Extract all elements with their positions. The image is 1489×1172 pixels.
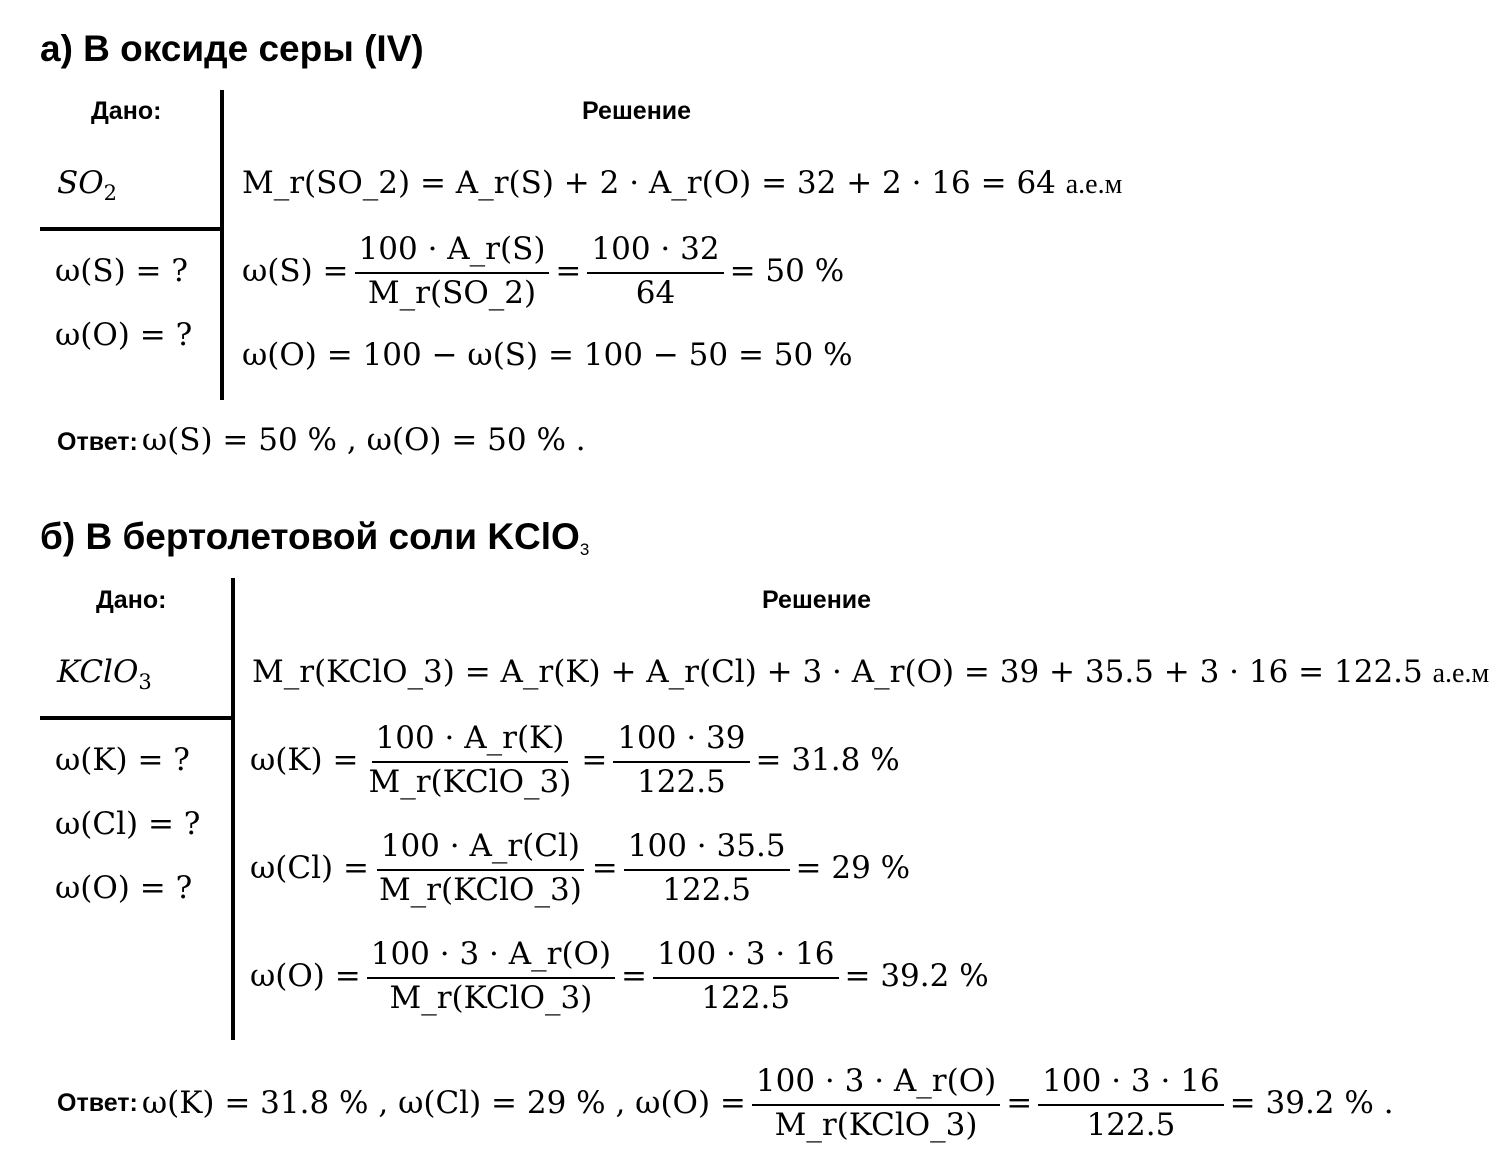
fraction: $\frac{100 \cdot A\_r(Cl)}{\text{M\_r(KClO\_3)}}$: [375, 827, 586, 910]
equation-omega-k: ω(K) = $\frac{100 \cdot A\_r(K)}{\text{M\_r(KClO\_3)}}$ = $\frac{100 \cdot 39}{122.5}$ = 31.8 %: [250, 719, 900, 802]
heading-a: а) В оксиде серы (IV): [40, 28, 424, 69]
equation-molar-mass-b: M_r(KClO_3) = A_r(K) + A_r(Cl) + 3 · A_r(O) = 39 + 35.5 + 3 · 16 = 122.5 а.е.м: [252, 654, 1489, 690]
given-formula-b: KClO$_3$: [57, 654, 152, 694]
vertical-divider-a: [220, 90, 224, 400]
solution-label-b: Решение: [762, 586, 872, 614]
answer-fraction-numeric: $\frac{100 \cdot 3 \cdot 16}{122.5}$: [1038, 1062, 1223, 1145]
find-b-o: ω(O) = ?: [55, 870, 193, 906]
answer-result-b: = 39.2 % .: [1229, 1085, 1394, 1122]
given-formula-a: $SO_2$: [57, 165, 118, 205]
find-a-s: ω(S) = ?: [55, 253, 189, 289]
equation-omega-s: ω(S) = $\frac{100 \cdot A\_r(S)}{M\_r(SO\_2)}$ = $\frac{100 \cdot 32}{64}$ = 50 %: [242, 230, 844, 313]
answer-a: [57, 422, 586, 458]
fraction: $\frac{100 \cdot 3 \cdot A\_r(O)}{\text{M\_r(KClO\_3)}}$: [367, 935, 615, 1018]
fraction: $\frac{100 \cdot A\_r(S)}{M\_r(SO\_2)}$: [355, 230, 550, 313]
eq-lhs: ω(Cl) =: [250, 850, 369, 887]
fraction-numeric: $\frac{100 \cdot 32}{64}$: [587, 230, 723, 313]
answer-text-b: ω(K) = 31.8 % , ω(Cl) = 29 % , ω(O) =: [141, 1085, 746, 1122]
horizontal-divider-a: [40, 227, 222, 231]
heading-b: б) В бертолетовой соли KClO$_3$: [40, 516, 590, 559]
unit-a: а.е.м: [1065, 169, 1123, 200]
equation-omega-o-a: ω(O) = 100 − ω(S) = 100 − 50 = 50 %: [242, 337, 853, 373]
eq-result: = 39.2 %: [844, 958, 989, 995]
answer-label-b: Ответ:: [57, 1089, 138, 1118]
answer-text-a: ω(S) = 50 % , ω(O) = 50 % .: [141, 422, 586, 458]
eq-lhs: ω(O) =: [250, 958, 361, 995]
eq-lhs: ω(K) =: [250, 742, 359, 779]
fraction: $\frac{100 \cdot A\_r(K)}{\text{M\_r(KClO\_3)}}$: [368, 720, 572, 800]
eq-result: = 50 %: [729, 253, 845, 290]
answer-label-a: Ответ:: [57, 428, 138, 456]
eq-result: = 29 %: [795, 850, 911, 887]
equation-omega-cl: ω(Cl) = $\frac{100 \cdot A\_r(Cl)}{\text{M\_r(KClO\_3)}}$ = $\frac{100 \cdot 35.5}{122.5}$ = 29 %: [250, 827, 910, 910]
horizontal-divider-b: [40, 716, 233, 720]
answer-fraction: $\frac{100 \cdot 3 \cdot A\_r(O)}{\text{M\_r(KClO\_3)}}$: [752, 1062, 1000, 1145]
find-b-cl: ω(Cl) = ?: [55, 806, 201, 842]
find-b-k: ω(K) = ?: [55, 742, 190, 778]
fraction-numeric: $\frac{100 \cdot 39}{122.5}$: [613, 719, 749, 802]
vertical-divider-b: [231, 578, 235, 1040]
fraction-numeric: $\frac{100 \cdot 3 \cdot 16}{122.5}$: [653, 935, 838, 1018]
find-a-o: ω(O) = ?: [55, 317, 193, 353]
fraction-numeric: $\frac{100 \cdot 35.5}{122.5}$: [624, 827, 790, 910]
given-label-a: Дано:: [91, 97, 162, 125]
solution-label-a: Решение: [582, 97, 692, 125]
eq-lhs: ω(S) =: [242, 253, 349, 290]
given-label-b: Дано:: [96, 586, 167, 614]
equation-omega-o-b: ω(O) = $\frac{100 \cdot 3 \cdot A\_r(O)}{\text{M\_r(KClO\_3)}}$ = $\frac{100 \cdot 3 \cdot 16}{122.5}$ = 39.2 %: [250, 935, 989, 1018]
eq-result: = 31.8 %: [755, 742, 900, 779]
equation-molar-mass-a: M_r(SO_2) = A_r(S) + 2 · A_r(O) = 32 + 2 · 16 = 64 а.е.м: [242, 165, 1123, 201]
unit-b: а.е.м: [1432, 658, 1489, 689]
answer-b: Ответ: ω(K) = 31.8 % , ω(Cl) = 29 % , ω(O) = $\frac{100 \cdot 3 \cdot A\_r(O)}{\text{M\_r(KClO\_3)}}$ = $\frac{100 \cdot 3 \cdot 16}{122.5}$ = 39.2 % .: [57, 1062, 1394, 1145]
